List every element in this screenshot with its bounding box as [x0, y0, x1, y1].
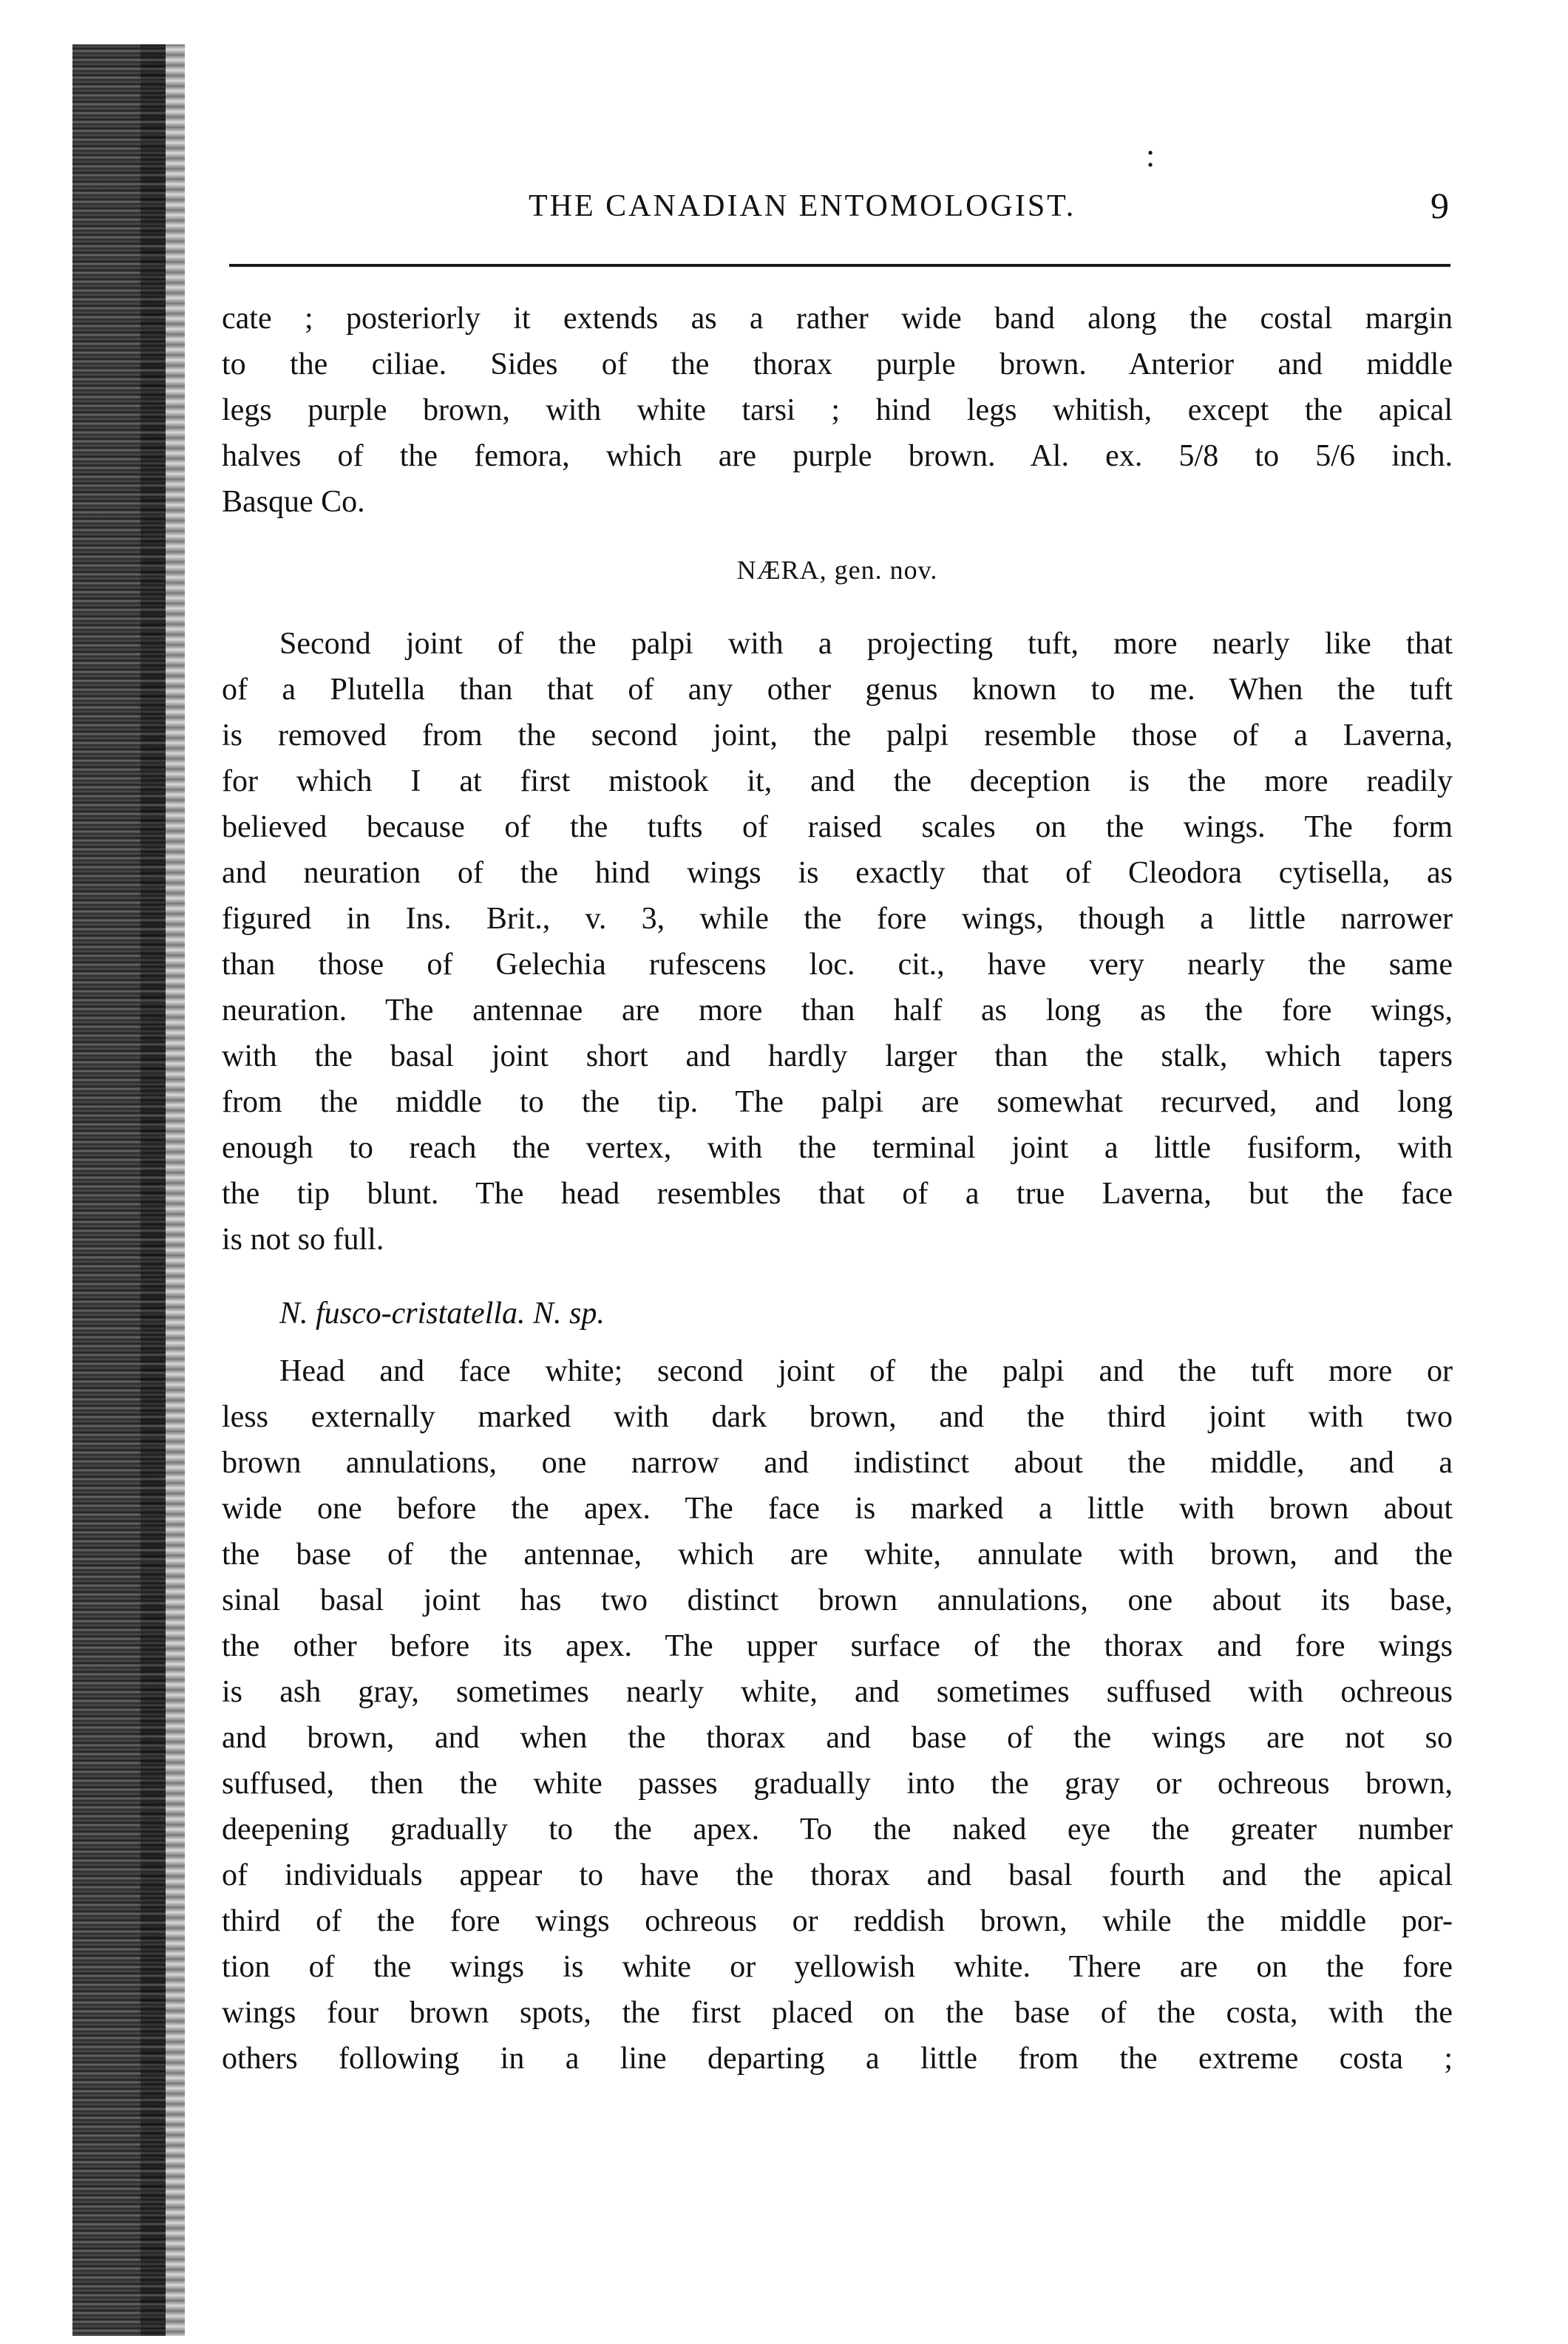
text-line: the other before its apex. The upper surface of the thorax and fore wings: [222, 1629, 1453, 1663]
text-line: than those of Gelechia rufescens loc. cit., have very nearly the same: [222, 948, 1453, 982]
text-line: and brown, and when the thorax and base of the wings are not so: [222, 1721, 1453, 1755]
text-line: others following in a line departing a little from the extreme costa ;: [222, 2042, 1453, 2076]
text-line: and neuration of the hind wings is exactly that of Cleodora cytisella, as: [222, 856, 1453, 890]
text-line: is removed from the second joint, the palpi resemble those of a Laverna,: [222, 719, 1453, 753]
text-line: the base of the antennae, which are white, annulate with brown, and the: [222, 1538, 1453, 1572]
text-line: enough to reach the vertex, with the terminal joint a little fusiform, with: [222, 1131, 1453, 1165]
text-line: to the ciliae. Sides of the thorax purple brown. Anterior and middle: [222, 347, 1453, 381]
genus-heading: NÆRA, gen. nov.: [736, 555, 938, 585]
text-line: is ash gray, sometimes nearly white, and sometimes suffused with ochreous: [222, 1675, 1453, 1709]
text-line: is not so full.: [222, 1223, 384, 1257]
text-line: tion of the wings is white or yellowish white. There are on the fore: [222, 1950, 1453, 1984]
text-line: cate ; posteriorly it extends as a rather wide band along the costal margin: [222, 302, 1453, 336]
text-line: sinal basal joint has two distinct brown annulations, one about its base,: [222, 1583, 1453, 1617]
text-line: with the basal joint short and hardly larger than the stalk, which tapers: [222, 1039, 1453, 1073]
text-line: legs purple brown, with white tarsi ; hind legs whitish, except the apical: [222, 393, 1453, 427]
text-line: deepening gradually to the apex. To the naked eye the greater number: [222, 1813, 1453, 1847]
text-line: of a Plutella than that of any other genus known to me. When the tuft: [222, 673, 1453, 707]
text-line: from the middle to the tip. The palpi are somewhat recurved, and long: [222, 1085, 1453, 1119]
body-text: [222, 296, 1453, 2082]
binding-shadow: [140, 44, 185, 2336]
text-line: Second joint of the palpi with a projecting tuft, more nearly like that: [279, 627, 1453, 661]
text-line: less externally marked with dark brown, and the third joint with two: [222, 1400, 1453, 1434]
text-line: Basque Co.: [222, 485, 365, 519]
text-line: suffused, then the white passes gradually into the gray or ochreous brown,: [222, 1767, 1453, 1801]
text-line: the tip blunt. The head resembles that of a true Laverna, but the face: [222, 1177, 1453, 1211]
text-line: neuration. The antennae are more than half as long as the fore wings,: [222, 993, 1453, 1027]
text-line: figured in Ins. Brit., v. 3, while the fore wings, though a little narrower: [222, 902, 1453, 936]
text-line: wide one before the apex. The face is marked a little with brown about: [222, 1492, 1453, 1526]
journal-title: THE CANADIAN ENTOMOLOGIST.: [529, 189, 1076, 223]
header-rule: [229, 264, 1450, 267]
text-line: for which I at first mistook it, and the deception is the more readily: [222, 764, 1453, 798]
running-head: [229, 185, 1449, 240]
species-description: [222, 1348, 1453, 2082]
text-line: brown annulations, one narrow and indistinct about the middle, and a: [222, 1446, 1453, 1480]
text-line: of individuals appear to have the thorax and basal fourth and the apical: [222, 1858, 1453, 1892]
text-line: third of the fore wings ochreous or reddish brown, while the middle por-: [222, 1904, 1453, 1938]
paragraph-continued: [222, 296, 1453, 525]
genus-description: [222, 621, 1453, 1263]
species-heading: N. fusco-cristatella. N. sp.: [279, 1297, 605, 1331]
text-line: wings four brown spots, the first placed on the base of the costa, with the: [222, 1996, 1453, 2030]
text-line: Head and face white; second joint of the palpi and the tuft more or: [279, 1354, 1453, 1388]
page-number: 9: [1430, 185, 1449, 226]
top-mark: :: [1146, 137, 1155, 174]
text-line: halves of the femora, which are purple brown. Al. ex. 5/8 to 5/6 inch.: [222, 439, 1453, 473]
text-line: believed because of the tufts of raised scales on the wings. The form: [222, 810, 1453, 844]
